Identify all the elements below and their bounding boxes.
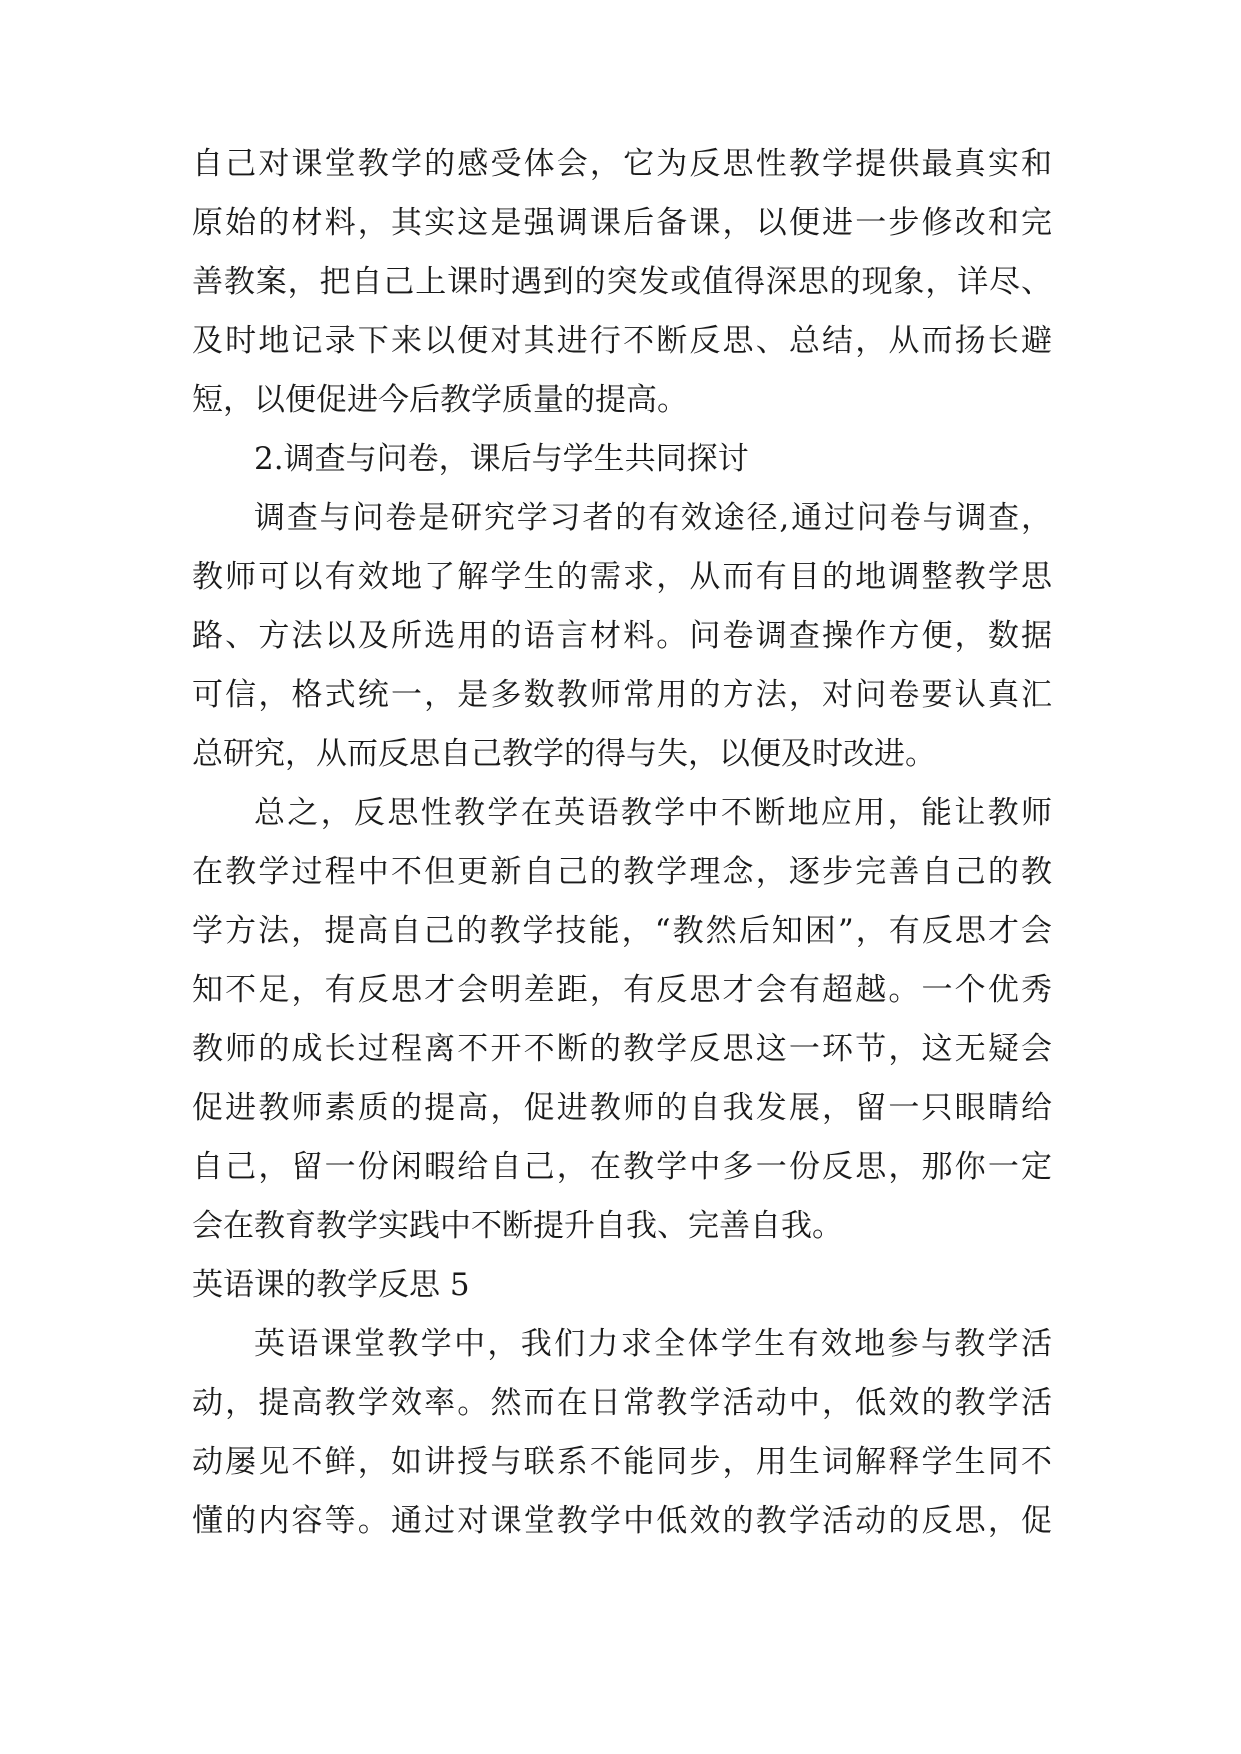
text-line: 自己对课堂教学的感受体会，它为反思性教学提供最真实和 [192, 146, 1052, 182]
text-line: 英语课堂教学中，我们力求全体学生有效地参与教学活 [254, 1326, 1052, 1362]
text-line: 教师可以有效地了解学生的需求，从而有目的地调整教学思 [192, 559, 1052, 595]
text-line: 路、方法以及所选用的语言材料。问卷调查操作方便，数据 [192, 618, 1052, 654]
text-line: 学方法，提高自己的教学技能，“教然后知困”，有反思才会 [192, 913, 1052, 949]
section-subheading: 2.调查与问卷，课后与学生共同探讨 [254, 441, 749, 477]
text-line: 动，提高教学效率。然而在日常教学活动中，低效的教学活 [192, 1385, 1052, 1421]
text-line: 懂的内容等。通过对课堂教学中低效的教学活动的反思，促 [192, 1503, 1052, 1539]
text-line: 会在教育教学实践中不断提升自我、完善自我。 [192, 1208, 843, 1244]
text-line: 短，以便促进今后教学质量的提高。 [192, 382, 688, 418]
text-line: 善教案，把自己上课时遇到的突发或值得深思的现象，详尽、 [192, 264, 1052, 300]
text-line: 教师的成长过程离不开不断的教学反思这一环节，这无疑会 [192, 1031, 1052, 1067]
text-line: 在教学过程中不但更新自己的教学理念，逐步完善自己的教 [192, 854, 1052, 890]
text-line: 调查与问卷是研究学习者的有效途径,通过问卷与调查， [254, 500, 1052, 536]
text-line: 及时地记录下来以便对其进行不断反思、总结，从而扬长避 [192, 323, 1052, 359]
text-line: 自己，留一份闲暇给自己，在教学中多一份反思，那你一定 [192, 1149, 1052, 1185]
text-line: 原始的材料，其实这是强调课后备课，以便进一步修改和完 [192, 205, 1052, 241]
text-line: 可信，格式统一，是多数教师常用的方法，对问卷要认真汇 [192, 677, 1052, 713]
text-line: 总研究，从而反思自己教学的得与失，以便及时改进。 [192, 736, 936, 772]
section-heading: 英语课的教学反思 5 [192, 1267, 470, 1303]
text-line: 知不足，有反思才会明差距，有反思才会有超越。一个优秀 [192, 972, 1052, 1008]
text-line: 促进教师素质的提高，促进教师的自我发展，留一只眼睛给 [192, 1090, 1052, 1126]
text-line: 动屡见不鲜，如讲授与联系不能同步，用生词解释学生同不 [192, 1444, 1052, 1480]
text-line: 总之，反思性教学在英语教学中不断地应用，能让教师 [254, 795, 1052, 831]
